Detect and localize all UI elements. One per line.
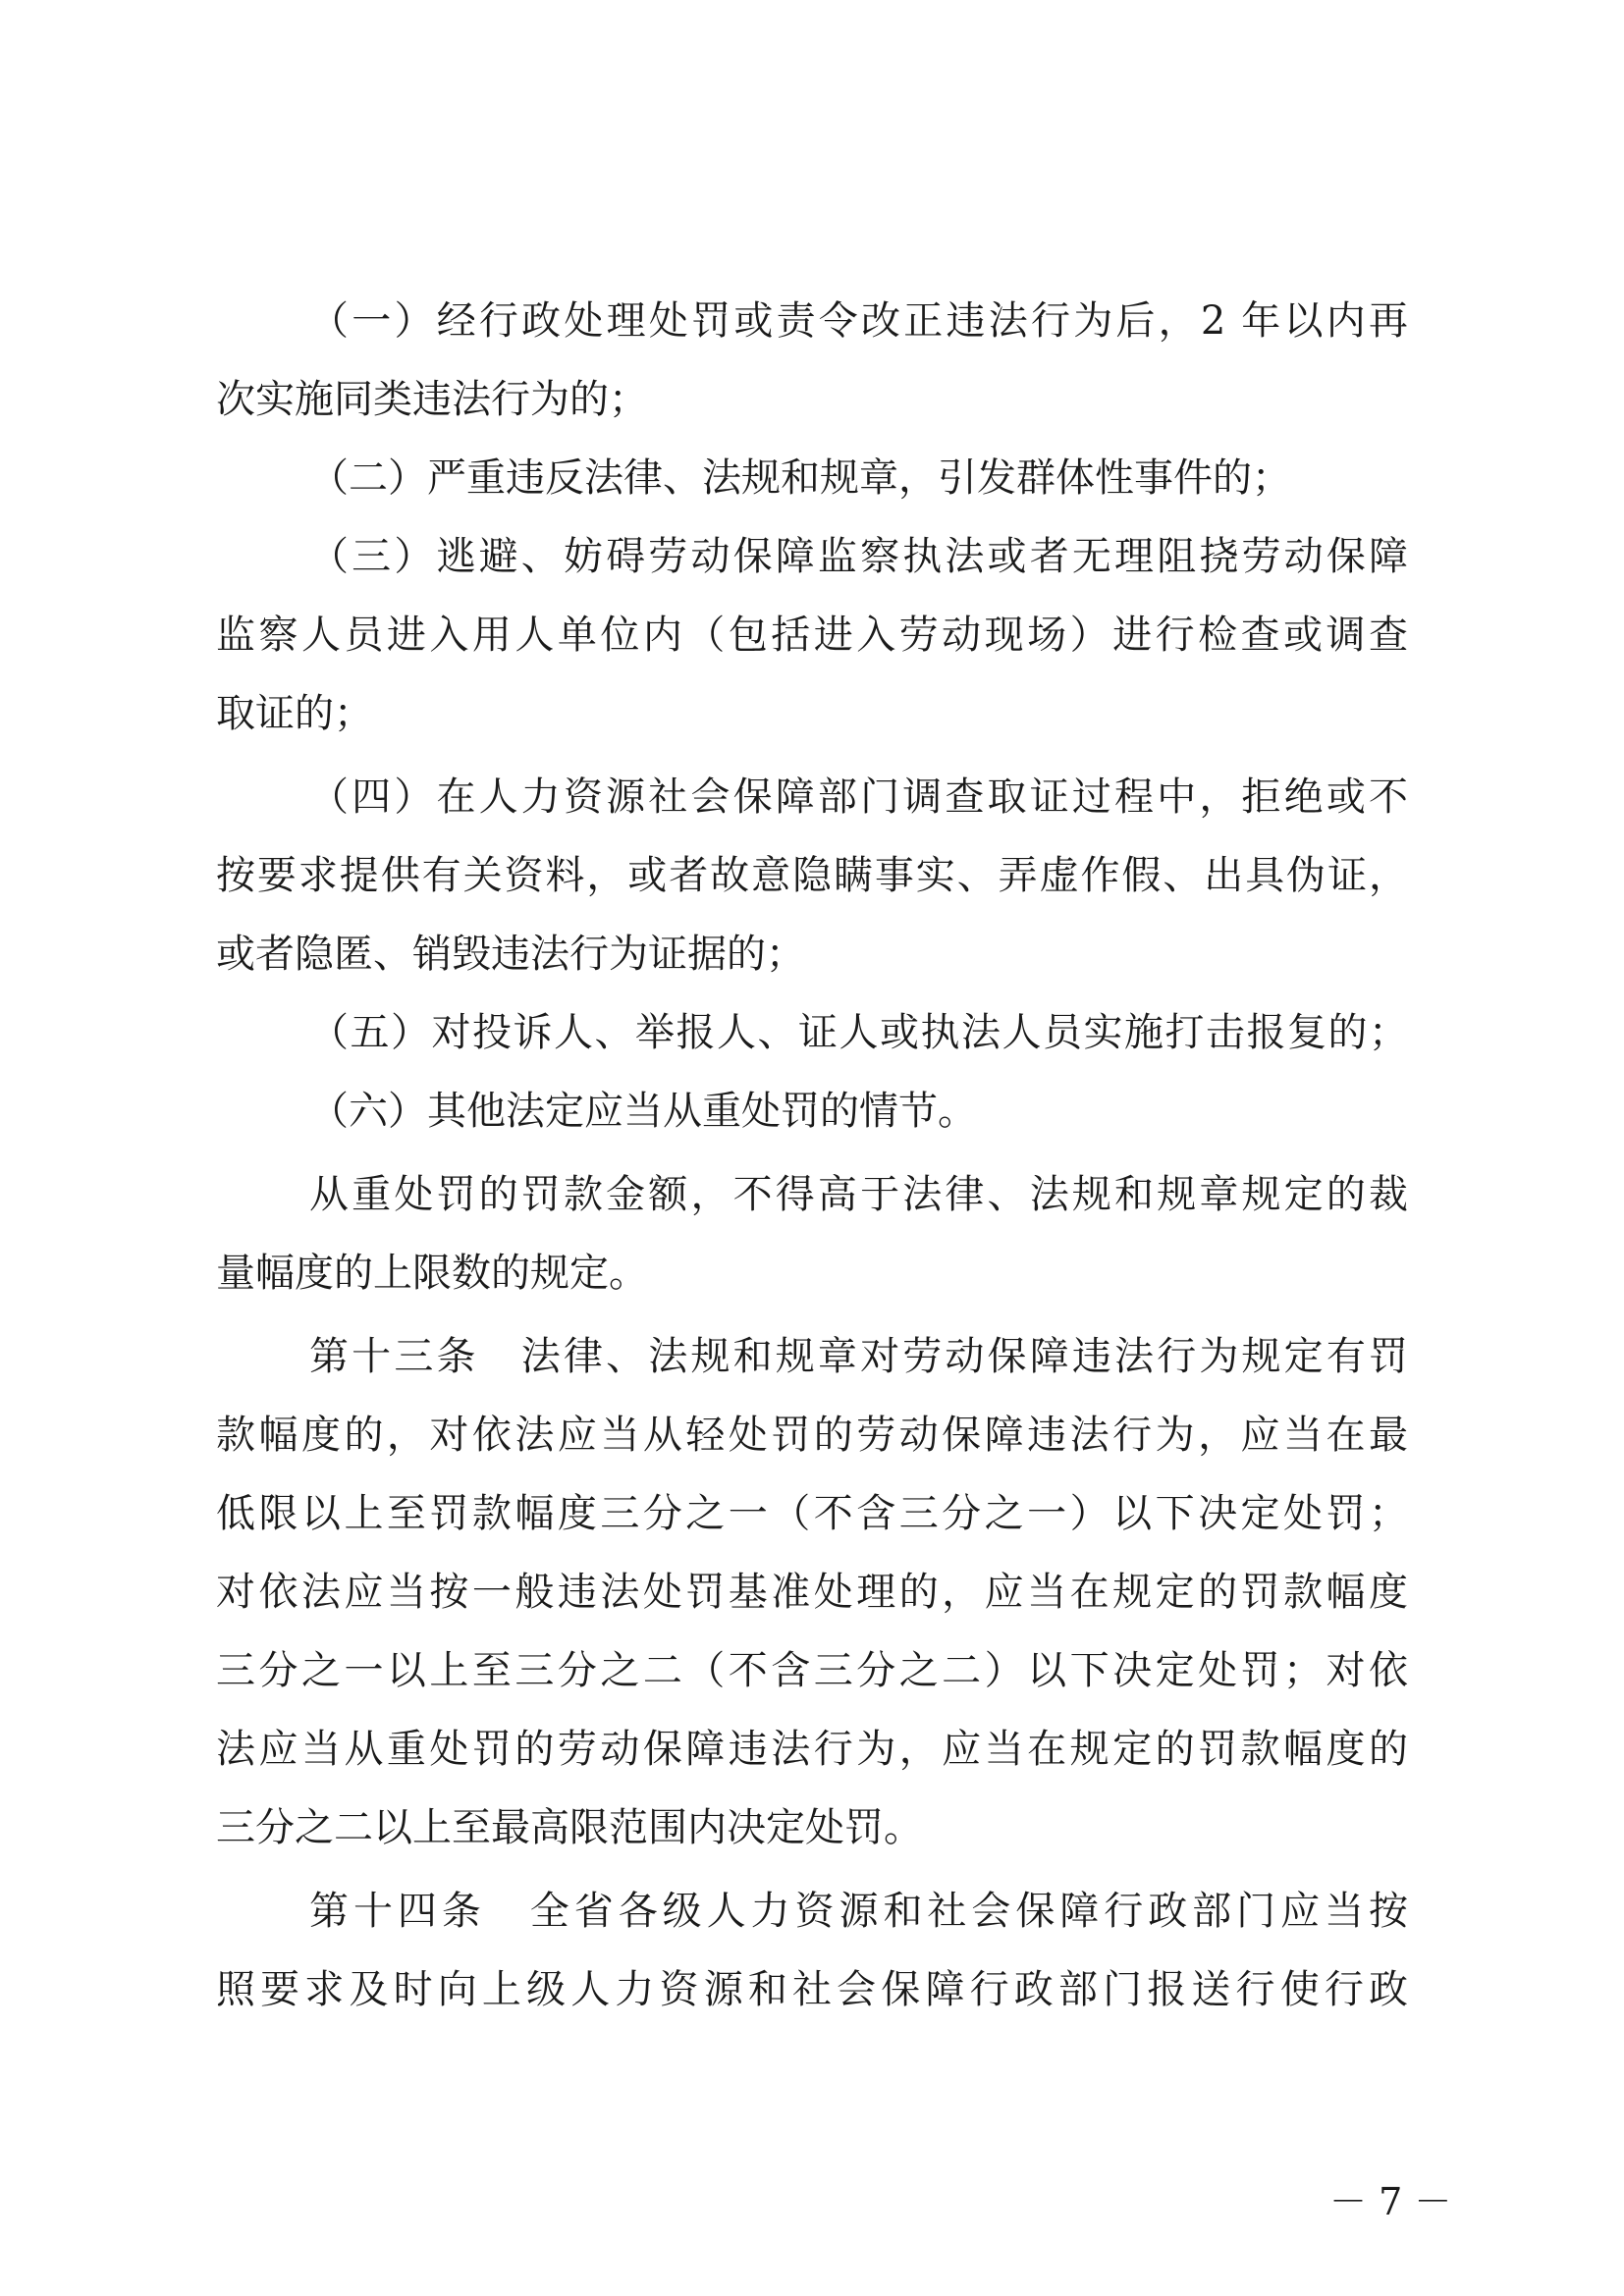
text-line: 三分之一以上至三分之二（不含三分之二）以下决定处罚；对依 [216,1648,1408,1693]
page-number: － 7 － [1329,2180,1452,2223]
text-line: 三分之二以上至最高限范围内决定处罚。 [216,1805,923,1850]
text-line: 从重处罚的罚款金额，不得高于法律、法规和规章规定的裁 [309,1172,1408,1217]
text-line: 法应当从重处罚的劳动保障违法行为，应当在规定的罚款幅度的 [216,1727,1408,1772]
text-line: （一）经行政处理处罚或责令改正违法行为后，2 年以内再 [309,298,1408,344]
text-line: 款幅度的，对依法应当从轻处罚的劳动保障违法行为，应当在最 [216,1413,1408,1458]
text-line: 照要求及时向上级人力资源和社会保障行政部门报送行使行政 [216,1967,1408,2012]
text-line: （二）严重违反法律、法规和规章，引发群体性事件的； [309,455,1291,501]
text-line: 监察人员进入用人单位内（包括进入劳动现场）进行检查或调查 [216,613,1408,658]
text-line: 对依法应当按一般违法处罚基准处理的，应当在规定的罚款幅度 [216,1570,1408,1615]
text-line: （四）在人力资源社会保障部门调查取证过程中，拒绝或不 [309,774,1408,820]
text-line: （五）对投诉人、举报人、证人或执法人员实施打击报复的； [309,1010,1408,1055]
text-line: 第十三条 法律、法规和规章对劳动保障违法行为规定有罚 [309,1334,1408,1379]
text-line: 量幅度的上限数的规定。 [216,1251,648,1296]
text-line: （三）逃避、妨碍劳动保障监察执法或者无理阻挠劳动保障 [309,534,1408,579]
text-line: 取证的； [216,691,373,736]
text-line: 次实施同类违法行为的； [216,377,648,422]
text-line: 或者隐匿、销毁违法行为证据的； [216,932,805,977]
text-line: 第十四条 全省各级人力资源和社会保障行政部门应当按 [309,1889,1408,1934]
text-line: （六）其他法定应当从重处罚的情节。 [309,1089,977,1134]
text-line: 低限以上至罚款幅度三分之一（不含三分之一）以下决定处罚； [216,1491,1408,1536]
text-line: 按要求提供有关资料，或者故意隐瞒事实、弄虚作假、出具伪证， [216,853,1408,898]
